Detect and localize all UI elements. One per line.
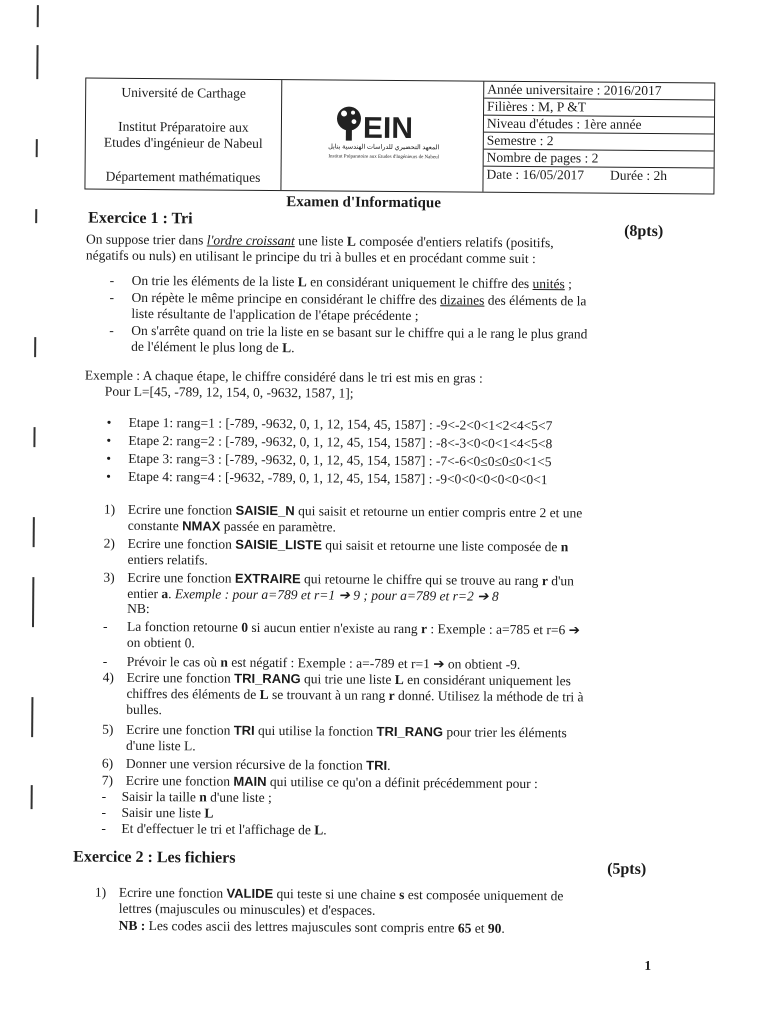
step-3-line-2 [131,339,294,355]
question-2-line-2: entiers relatifs. [127,551,208,568]
function-name: TRI [366,757,388,773]
header-logo-cell [281,80,484,192]
example-step-1: Etape 1: rang=1 : [-789, -9632, 0, 1, 12, 154, 45, 1587] : -9<-2<0<1<2<4<5<7 [128,414,553,434]
text: en considérant uniquement les [403,672,572,689]
question-number: 6) [101,755,114,771]
text: une liste [294,233,347,249]
university-name: Université de Carthage [121,84,246,101]
exercise-1-title: Exercice 1 : Tri [88,209,193,228]
scan-mark [33,427,35,447]
text: se trouvant à un rang [268,686,389,703]
text: On suppose trier dans [85,231,207,248]
text: qui saisit et retourne une liste composée de [321,537,561,555]
question-6 [126,756,391,773]
example-step-4: Etape 4: rang=4 : [-9632, -789, 0, 1, 12, 45, 154, 1587] : -9<0<0<0<0<0<0<1 [128,468,548,488]
text-bold: r [421,621,428,637]
text: qui saisit et retourne un entier compris entre 2 et une [294,503,583,521]
text: : Exemple : a=785 et r=6 ➔ [427,621,581,638]
text: Et d'effectuer le tri et l'affichage de [121,820,315,838]
note-1 [127,619,580,638]
text: d'une liste ; [206,789,272,806]
bullet-dot: • [106,414,112,430]
step-dash: - [109,322,114,338]
question-number: 3) [103,569,115,585]
ex1-intro-line-2: négatifs ou nuls) en utilisant le principe du tri à bulles et en procédant comme suit : [85,247,536,267]
text: composée d'entiers relatifs (positifs, [355,233,554,251]
text: constante [127,517,183,534]
scan-mark [31,697,33,737]
question-number: 1) [94,884,107,900]
text: La fonction retourne [126,618,242,635]
question-5-line-2: d'une liste L. [126,737,196,754]
exam-date: Date : 16/05/2017 [486,166,585,183]
note-dash: - [102,618,108,634]
text: Donner une version récursive de la fonction [125,755,367,773]
main-dash: - [101,804,107,820]
main-item-2 [121,805,213,821]
text-bold: 90 [487,920,502,936]
constant-name: NMAX [182,518,221,534]
function-name: MAIN [233,773,267,789]
question-number: 4) [102,669,114,685]
step-3: On s'arrête quand on trie la liste en se basant sur le chiffre qui a le rang le plus grand [131,322,588,342]
page-count: Nombre de pages : 2 [484,150,714,169]
text-bold: n [220,654,229,670]
scan-mark [31,785,33,809]
text: Les codes ascii des lettres majuscules sont compris entre [145,918,458,936]
text-underline: dizaines [440,292,485,308]
text: qui utilise ce qu'on a définit précédemment pour : [266,773,538,792]
example-step-3: Etape 3: rang=3 : [-789, -9632, 0, 1, 12, 45, 154, 1587] : -7<-6<0≤0≤0≤0<1<5 [128,450,552,470]
text-bold: L [314,822,324,838]
semester: Semestre : 2 [484,133,714,152]
ex2-question-1-line-2: lettres (majuscules ou minuscules) et d'espaces. [118,900,376,918]
text-bold: L [297,274,307,290]
text-bold: L [204,805,214,821]
text: qui trie une liste [300,671,395,687]
logo-french-caption: Institut Préparatoire aux Etudes d'Ingénieurs de Nabeul [328,154,440,161]
scan-mark [36,139,38,157]
logo-graphic [332,104,442,143]
page-number: 1 [644,957,652,973]
function-name: SAISIE_N [235,502,295,519]
text: chiffres des éléments de [126,685,260,702]
step-2-line-2: liste résultante de l'application de l'étape précédente ; [131,305,419,324]
text-bold: n [560,539,569,555]
main-dash: - [101,788,107,804]
text: passée en paramètre. [220,518,336,535]
streams: Filières : M, P &T [484,99,714,118]
scan-mark [37,5,39,27]
text-bold: n [199,789,207,805]
text: Ecrire une fonction [126,669,235,686]
institute-name [86,119,281,153]
logo-text: EIN [362,111,414,144]
text: Ecrire une fonction [118,884,227,901]
text: qui retourne le chiffre qui se trouve au rang [300,571,542,589]
note-dash: - [102,653,108,669]
text-bold: r [541,573,548,589]
main-dash: - [101,820,106,836]
department-name: Département mathématiques [105,168,261,185]
text: qui teste si une chaine [273,886,400,903]
function-name: VALIDE [226,885,274,902]
exercise-1-points: (8pts) [624,222,664,241]
text-bold: r [388,687,395,703]
text: . [387,757,391,773]
text: si aucun entier n'existe au rang [248,619,422,637]
text: Ecrire une fonction [126,721,234,738]
text: Saisir la taille [121,788,200,805]
header-institution-cell [85,79,282,191]
example-step-2: Etape 2: rang=2 : [-789, -9632, 0, 1, 12, 45, 154, 1587] : -8<-3<0<0<1<4<5<8 [128,432,553,452]
function-name: EXTRAIRE [234,570,301,587]
institute-line-1: Institut Préparatoire aux [118,118,249,135]
bullet-dot: • [106,432,112,448]
text-bold: L [259,686,269,702]
header-info-cell [483,82,714,194]
text: . [501,920,505,936]
function-name: TRI_RANG [376,723,444,740]
text: donné. Utilisez la méthode de tri à [394,687,584,705]
text-bold: s [399,887,405,903]
question-number: 5) [102,721,114,737]
text: entier [127,585,162,602]
text-bold: 65 [457,920,472,936]
bullet-dot: • [106,450,112,466]
text-underline: unités [532,276,565,292]
ex2-nb [119,918,505,936]
main-item-3 [121,821,326,838]
step-1 [132,273,572,291]
text: . [168,586,175,602]
question-number: 7) [101,772,114,788]
logo-arabic-caption: المعهد التحضيري للدراسات الهندسية بنابل [328,143,440,152]
text: et [471,920,488,936]
question-3-line-2 [127,586,498,604]
example-text: Exemple : pour a=789 et r=1 ➔ 9 ; pour a=789 et r=2 ➔ 8 [174,586,499,604]
text-bold: L [394,671,404,688]
function-name: TRI [233,722,255,738]
note-2 [127,654,521,672]
academic-year: Année universitaire : 2016/2017 [484,82,714,101]
date-duration-row [483,167,713,185]
question-number: 1) [103,501,116,517]
step-dash: - [109,289,115,305]
scan-mark [35,209,37,223]
text: des éléments de la [484,292,587,309]
text-bold: L [282,340,292,356]
example-intro: Exemple : A chaque étape, le chiffre considéré dans le tri est mis en gras : [84,367,483,386]
text: Ecrire une fonction [125,772,234,789]
text: . [323,822,327,838]
note-1-line-2: on obtient 0. [126,634,195,651]
exam-duration: Durée : 2h [609,167,668,184]
text: Ecrire une fonction [127,501,236,518]
text: . [291,340,295,356]
exercise-2-title: Exercice 2 : Les fichiers [73,848,236,867]
scan-mark [36,45,38,79]
text: en considérant uniquement le chiffre des [306,274,533,292]
exam-title: Examen d'Informatique [286,194,441,212]
step-dash: - [109,272,115,288]
nb-label: NB : [118,917,146,934]
institute-line-2: Etudes d'ingénieur de Nabeul [103,134,263,151]
study-level: Niveau d'études : 1ère année [484,116,714,135]
question-4-line-3: bulles. [126,701,163,718]
text: de l'élément le plus long de [131,338,283,356]
function-name: TRI_RANG [234,670,301,687]
text: Ecrire une fonction [127,569,236,586]
question-1-line-2 [128,518,336,535]
text: qui utilise la fonction [254,722,377,739]
question-number: 2) [103,535,115,551]
function-name: SAISIE_LISTE [235,536,322,553]
text: Ecrire une fonction [127,535,236,552]
text: pour trier les éléments [442,724,567,741]
text: Prévoir le cas où [126,653,221,670]
text-bold: L [346,233,356,249]
question-3-nb: NB: [127,600,150,617]
bullet-dot: • [106,468,111,484]
text-bold: a [161,586,169,602]
text: est négatif : Exemple : a=-789 et r=1 ➔ on obtient -9. [227,654,521,672]
scan-mark [33,517,35,547]
header-table [84,78,715,195]
exercise-2-points: (5pts) [607,860,647,878]
text: ; [564,276,573,292]
main-item-1 [122,789,272,805]
text: est composée uniquement de [404,887,564,904]
text-bold: 0 [241,619,249,635]
text-emphasis: l'ordre croissant [206,232,295,249]
text: On trie les éléments de la liste [131,272,298,290]
text: On répète le même principe en considérant le chiffre des [131,289,441,308]
example-list: Pour L=[45, -789, 12, 154, 0, -9632, 1587, 1]; [104,383,354,401]
text: d'un [547,573,574,589]
scan-mark [34,337,36,357]
scan-mark [32,577,34,627]
question-4-line-2 [126,686,583,705]
text: Saisir une liste [121,804,205,821]
